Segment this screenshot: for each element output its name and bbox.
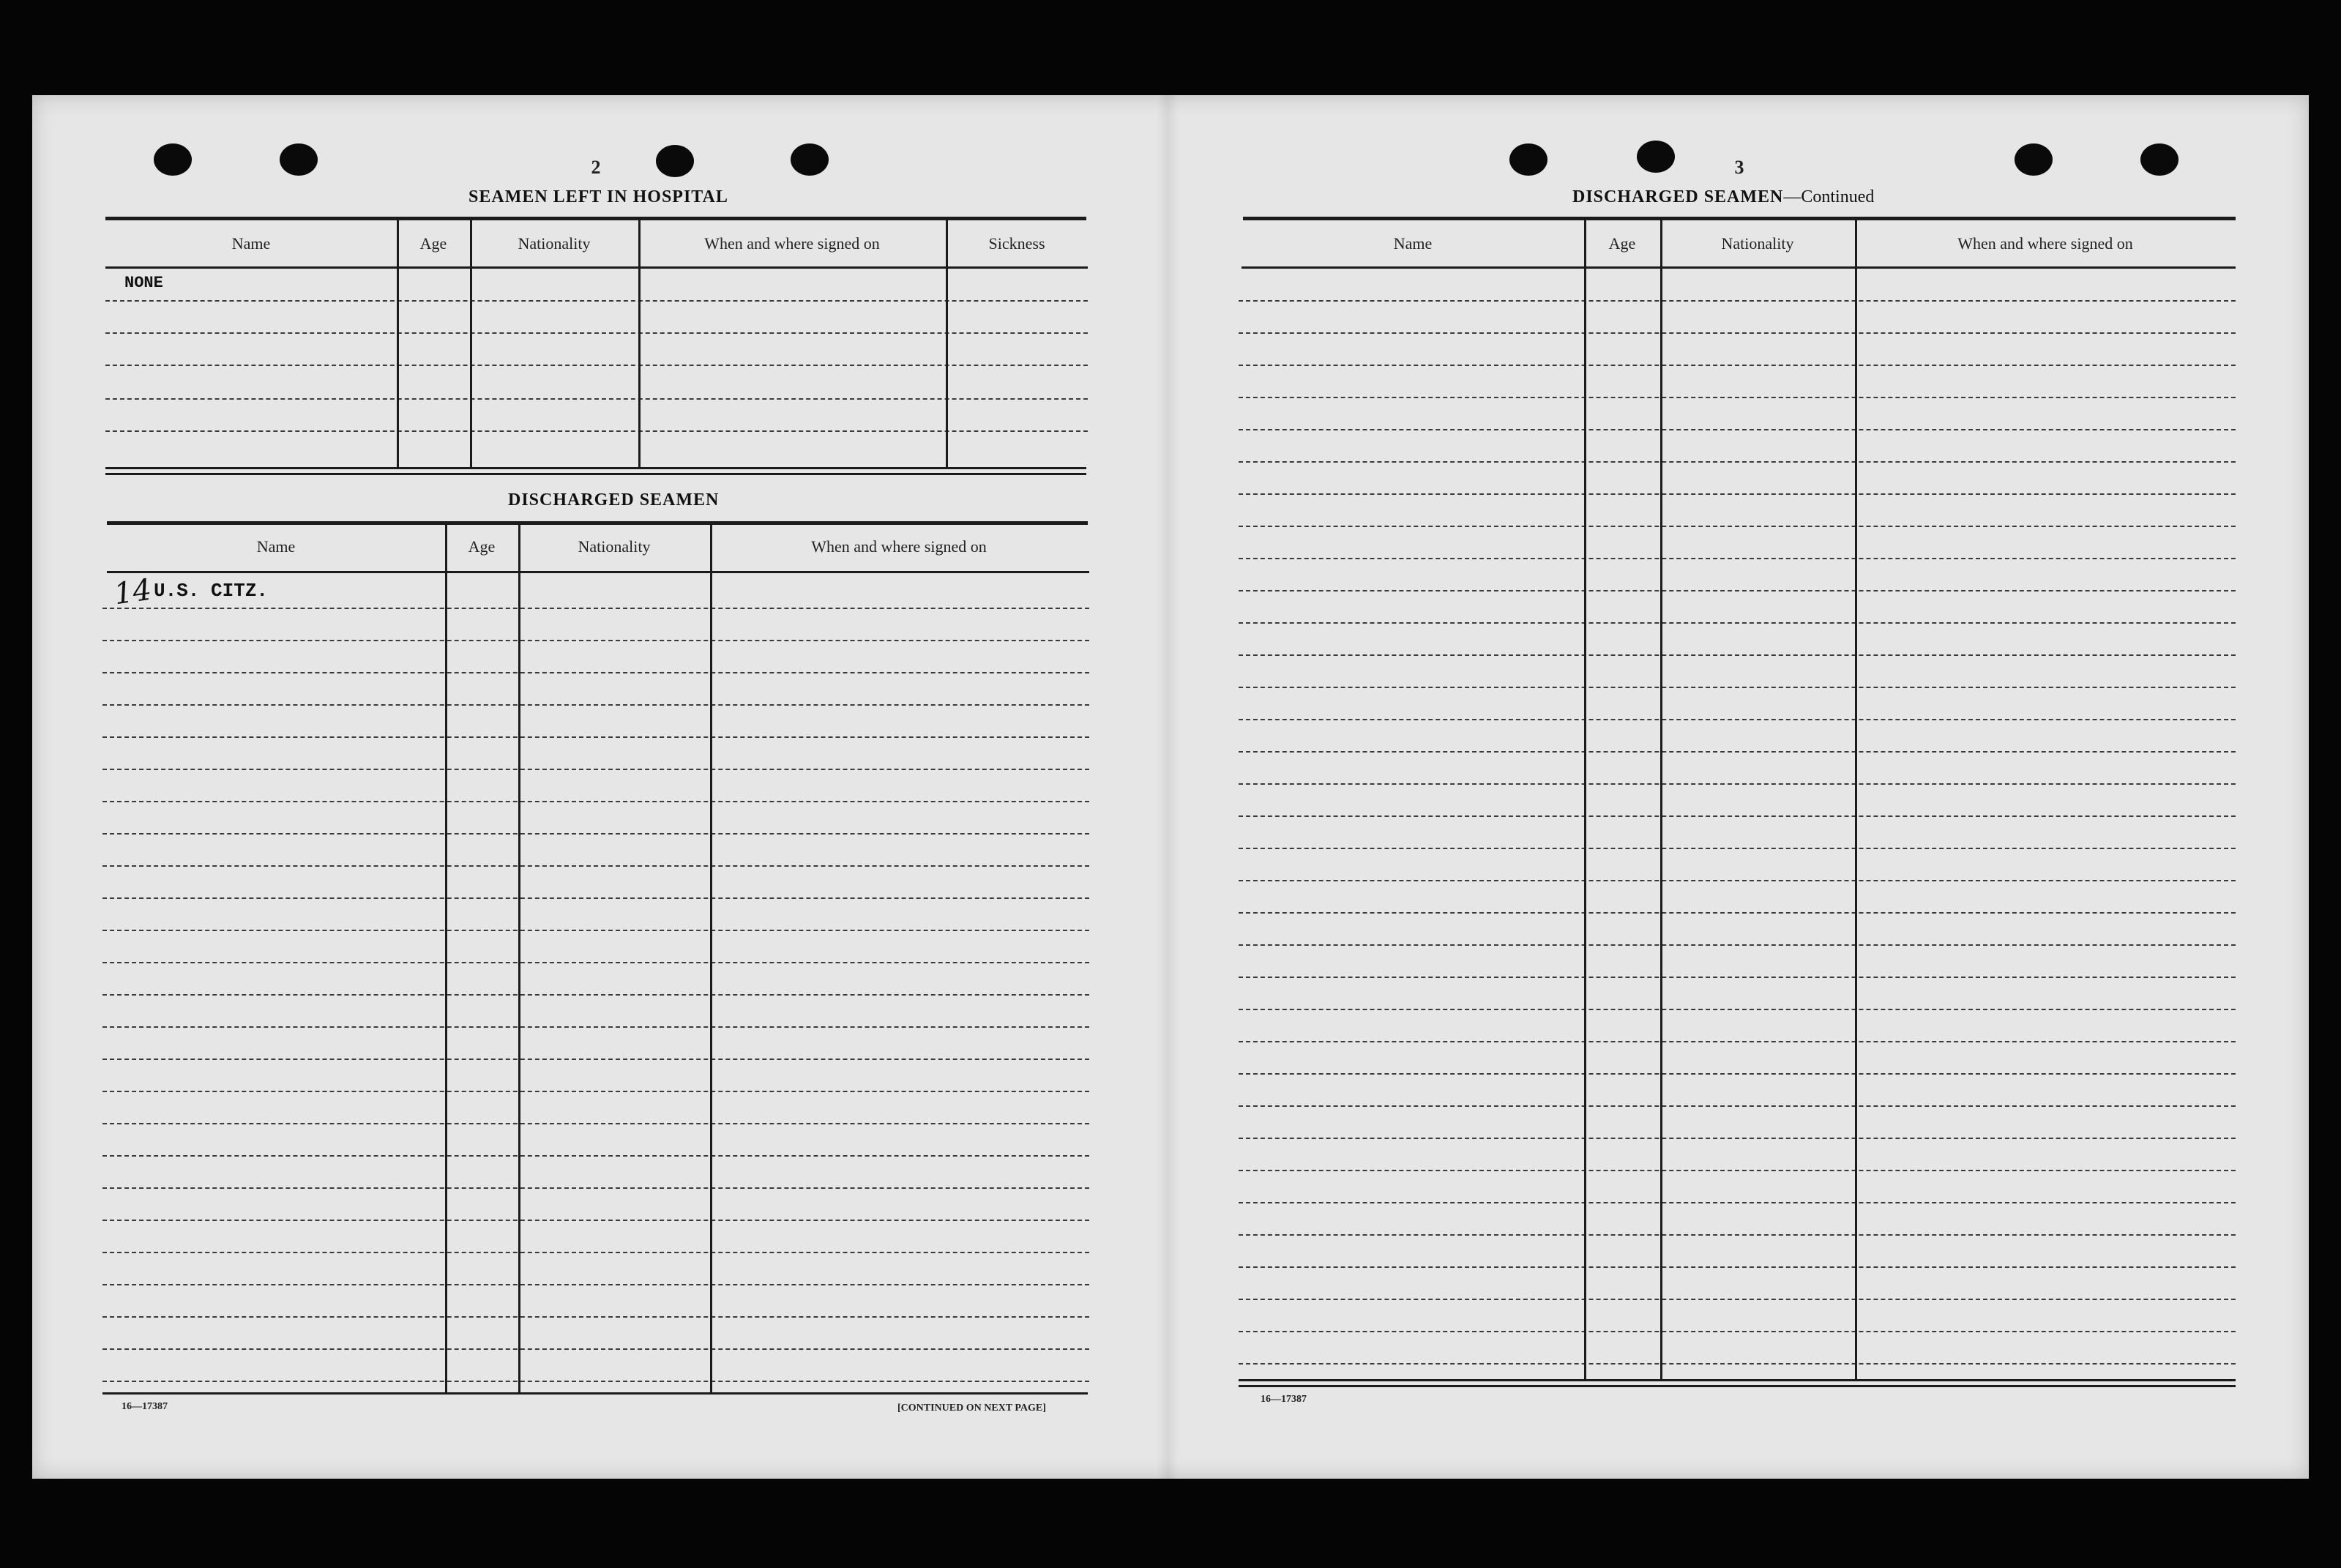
row-line bbox=[102, 1059, 1089, 1060]
row-line bbox=[102, 1155, 1089, 1157]
column-header-sickness: Sickness bbox=[988, 234, 1045, 253]
column-divider bbox=[397, 220, 399, 468]
table-rule bbox=[105, 473, 1086, 475]
row-line bbox=[102, 640, 1089, 641]
row-line bbox=[102, 962, 1089, 963]
table-rule bbox=[107, 571, 1089, 573]
row-line bbox=[102, 608, 1089, 609]
column-header-signed-on: When and where signed on bbox=[704, 234, 880, 253]
punch-hole bbox=[1637, 141, 1675, 173]
column-header-nationality: Nationality bbox=[1721, 234, 1794, 253]
hospital-section-title: SEAMEN LEFT IN HOSPITAL bbox=[468, 187, 728, 206]
row-line bbox=[1239, 944, 2236, 946]
table-rule bbox=[105, 217, 1086, 220]
column-header-name: Name bbox=[256, 537, 296, 556]
row-line bbox=[1239, 654, 2236, 656]
column-divider bbox=[470, 220, 472, 468]
row-line bbox=[1239, 622, 2236, 624]
row-line bbox=[1239, 590, 2236, 591]
row-line bbox=[102, 1284, 1089, 1285]
table-rule bbox=[102, 1392, 1088, 1395]
row-line bbox=[1239, 1363, 2236, 1364]
column-divider bbox=[445, 524, 447, 1394]
row-line bbox=[1239, 558, 2236, 559]
column-header-nationality: Nationality bbox=[518, 234, 591, 253]
column-divider bbox=[1660, 220, 1662, 1381]
column-header-age: Age bbox=[468, 537, 496, 556]
table-rule bbox=[1242, 266, 2236, 269]
row-line bbox=[1239, 1202, 2236, 1203]
discharged-entry-name: U.S. CITZ. bbox=[154, 580, 269, 602]
row-line bbox=[1239, 1266, 2236, 1268]
row-line bbox=[1239, 1234, 2236, 1236]
row-line bbox=[1239, 687, 2236, 688]
row-line bbox=[105, 398, 1088, 400]
row-line bbox=[102, 1220, 1089, 1221]
row-line bbox=[102, 704, 1089, 706]
row-line bbox=[1239, 783, 2236, 785]
row-line bbox=[105, 430, 1088, 432]
column-divider bbox=[518, 524, 520, 1394]
punch-hole bbox=[1509, 143, 1547, 176]
column-header-nationality: Nationality bbox=[578, 537, 651, 556]
form-number: 16—17387 bbox=[1261, 1394, 1307, 1405]
row-line bbox=[1239, 1041, 2236, 1042]
row-line bbox=[102, 769, 1089, 770]
row-line bbox=[1239, 719, 2236, 720]
row-line bbox=[1239, 461, 2236, 463]
row-line bbox=[1239, 751, 2236, 753]
punch-hole bbox=[154, 143, 192, 176]
row-line bbox=[105, 365, 1088, 366]
row-line bbox=[1239, 1073, 2236, 1075]
table-rule bbox=[1239, 1379, 2236, 1381]
row-line bbox=[1239, 1009, 2236, 1010]
punch-hole bbox=[2015, 143, 2053, 176]
row-line bbox=[102, 1123, 1089, 1124]
row-line bbox=[1239, 429, 2236, 430]
column-header-age: Age bbox=[1608, 234, 1636, 253]
handwritten-count: 14 bbox=[112, 572, 154, 612]
row-line bbox=[102, 1316, 1089, 1318]
row-line bbox=[105, 332, 1088, 334]
row-line bbox=[102, 865, 1089, 867]
page-number: 3 bbox=[1734, 157, 1744, 178]
row-line bbox=[102, 736, 1089, 738]
hospital-entry-name: NONE bbox=[124, 274, 163, 292]
punch-hole bbox=[791, 143, 829, 176]
page-fold bbox=[1157, 95, 1179, 1479]
row-line bbox=[1239, 493, 2236, 495]
row-line bbox=[102, 801, 1089, 802]
row-line bbox=[1239, 332, 2236, 334]
continued-note: [CONTINUED ON NEXT PAGE] bbox=[897, 1403, 1046, 1414]
table-rule bbox=[107, 521, 1088, 525]
row-line bbox=[102, 833, 1089, 835]
column-divider bbox=[710, 524, 712, 1394]
column-header-name: Name bbox=[231, 234, 271, 253]
page-number: 2 bbox=[591, 157, 601, 178]
table-rule bbox=[105, 266, 1088, 269]
row-line bbox=[102, 930, 1089, 931]
section-title-suffix: —Continued bbox=[1783, 187, 1875, 206]
row-line bbox=[1239, 1170, 2236, 1171]
table-rule bbox=[105, 467, 1086, 469]
column-header-age: Age bbox=[419, 234, 447, 253]
column-divider bbox=[638, 220, 641, 468]
row-line bbox=[1239, 397, 2236, 398]
punch-hole bbox=[656, 145, 694, 177]
row-line bbox=[102, 1091, 1089, 1092]
row-line bbox=[1239, 1299, 2236, 1300]
row-line bbox=[105, 300, 1088, 302]
row-line bbox=[1239, 977, 2236, 978]
punch-hole bbox=[280, 143, 318, 176]
row-line bbox=[102, 994, 1089, 996]
row-line bbox=[102, 1348, 1089, 1350]
table-rule bbox=[1239, 1385, 2236, 1387]
row-line bbox=[1239, 1138, 2236, 1139]
discharged-section-title: DISCHARGED SEAMEN bbox=[508, 490, 720, 509]
discharged-continued-title bbox=[1572, 187, 1874, 207]
column-header-name: Name bbox=[1393, 234, 1433, 253]
column-divider bbox=[1584, 220, 1586, 1381]
row-line bbox=[102, 1381, 1089, 1382]
table-rule bbox=[1243, 217, 2236, 220]
row-line bbox=[1239, 526, 2236, 527]
section-title-main: DISCHARGED SEAMEN bbox=[1572, 187, 1784, 206]
form-number: 16—17387 bbox=[122, 1401, 168, 1412]
row-line bbox=[1239, 880, 2236, 881]
row-line bbox=[1239, 1105, 2236, 1107]
row-line bbox=[102, 1026, 1089, 1028]
row-line bbox=[102, 1187, 1089, 1189]
row-line bbox=[1239, 1331, 2236, 1332]
column-divider bbox=[946, 220, 948, 468]
row-line bbox=[1239, 848, 2236, 849]
punch-hole bbox=[2140, 143, 2178, 176]
column-header-signed-on: When and where signed on bbox=[811, 537, 987, 556]
column-divider bbox=[1855, 220, 1857, 1381]
row-line bbox=[102, 897, 1089, 899]
row-line bbox=[1239, 365, 2236, 366]
row-line bbox=[1239, 912, 2236, 914]
column-header-signed-on: When and where signed on bbox=[1957, 234, 2133, 253]
row-line bbox=[1239, 815, 2236, 817]
row-line bbox=[1239, 300, 2236, 302]
row-line bbox=[102, 1252, 1089, 1253]
row-line bbox=[102, 672, 1089, 673]
